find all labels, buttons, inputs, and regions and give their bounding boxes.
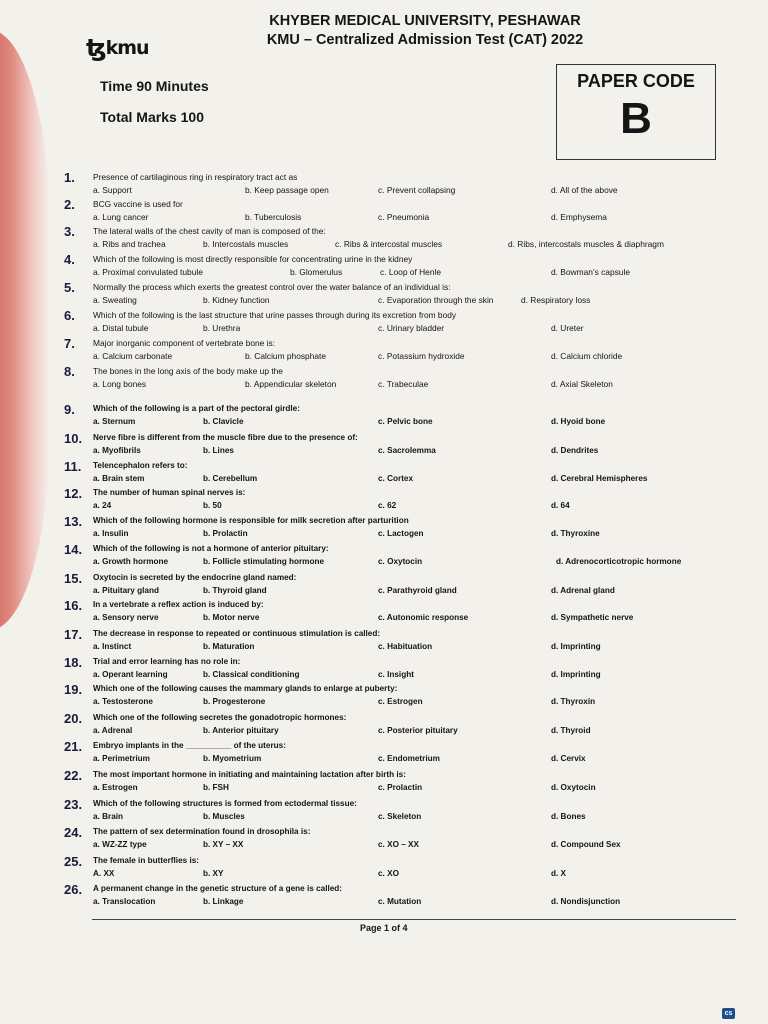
paper-code-label: PAPER CODE (577, 71, 695, 91)
page-number: Page 1 of 4 (360, 923, 408, 933)
question-number: 17. (64, 627, 83, 642)
question-text: Which of the following structures is formed from ectodermal tissue: (93, 799, 357, 808)
question-text: Major inorganic component of vertebrate bone is: (93, 338, 276, 348)
answer-option: b. 50 (203, 501, 222, 510)
question-text: The female in butterflies is: (93, 856, 200, 865)
answer-option: a. Sensory nerve (93, 613, 159, 622)
answer-option: c. Trabeculae (378, 379, 429, 389)
answer-option: a. Estrogen (93, 783, 138, 792)
question-text: Normally the process which exerts the greatest control over the water balance of an individual is: (93, 282, 451, 292)
question-item (0, 770, 768, 800)
question-text: The number of human spinal nerves is: (93, 488, 246, 497)
paper-code-box (556, 64, 716, 160)
answer-option: c. Cortex (378, 474, 414, 483)
answer-option: a. Long bones (93, 379, 147, 389)
header-title (235, 12, 615, 50)
answer-option: a. Instinct (93, 642, 132, 651)
question-number: 14. (64, 542, 83, 557)
question-item (0, 461, 768, 491)
question-item (0, 713, 768, 743)
answer-option: a. Pituitary gland (93, 586, 159, 595)
question-number: 11. (64, 459, 82, 474)
answer-option: c. 62 (378, 501, 397, 510)
question-text: Which of the following is not a hormone of anterior pituitary: (93, 544, 329, 553)
answer-option: d. Dendrites (551, 446, 599, 455)
answer-option: d. Axial Skeleton (551, 379, 613, 389)
university-name: KHYBER MEDICAL UNIVERSITY, PESHAWAR (269, 13, 581, 29)
question-text: Embryo implants in the __________ of the uterus: (93, 741, 286, 750)
answer-option: a. 24 (93, 501, 112, 510)
answer-option: d. 64 (551, 501, 570, 510)
answer-option: d. Bones (551, 812, 586, 821)
question-number: 6. (64, 308, 75, 323)
answer-option: b. Glomerulus (290, 267, 343, 277)
answer-option: a. Myofibrils (93, 446, 141, 455)
question-text: The most important hormone in initiating and maintaining lactation after birth is: (93, 770, 406, 779)
answer-option: b. Tuberculosis (245, 212, 302, 222)
question-number: 15. (64, 571, 83, 586)
question-item (0, 433, 768, 463)
answer-option: c. Endometrium (378, 754, 440, 763)
answer-option: d. Nondisjunction (551, 897, 621, 906)
answer-option: a. Sternum (93, 417, 136, 426)
question-number: 23. (64, 797, 83, 812)
answer-option: b. XY (203, 869, 224, 878)
question-item (0, 172, 768, 202)
answer-option: d. X (551, 869, 567, 878)
answer-option: b. Muscles (203, 812, 245, 821)
answer-option: b. Clavicle (203, 417, 244, 426)
question-item (0, 338, 768, 368)
marks-label: Total Marks 100 (100, 109, 205, 125)
answer-option: c. Sacrolemma (378, 446, 436, 455)
question-number: 10. (64, 431, 83, 446)
answer-option: b. Anterior pituitary (203, 726, 279, 735)
question-text: The decrease in response to repeated or continuous stimulation is called: (93, 629, 381, 638)
answer-option: d. Calcium chloride (551, 351, 623, 361)
question-item (0, 573, 768, 603)
answer-option: a. Brain (93, 812, 124, 821)
question-text: Presence of cartilaginous ring in respiratory tract act as (93, 172, 298, 182)
answer-option: b. Lines (203, 446, 234, 455)
answer-option: c. XO – XX (378, 840, 419, 849)
answer-option: c. Oxytocin (378, 557, 423, 566)
answer-option: b. Thyroid gland (203, 586, 267, 595)
answer-option: c. Autonomic response (378, 613, 469, 622)
answer-option: a. Proximal convulated tubule (93, 267, 203, 277)
question-number: 4. (64, 252, 75, 267)
question-text: Oxytocin is secreted by the endocrine gland named: (93, 573, 297, 582)
question-item (0, 282, 768, 312)
answer-option: b. FSH (203, 783, 229, 792)
question-item (0, 657, 768, 687)
answer-option: a. Support (93, 185, 132, 195)
answer-option: d. Compound Sex (551, 840, 621, 849)
question-item (0, 884, 768, 914)
answer-option: c. Pelvic bone (378, 417, 433, 426)
answer-option: b. Kidney function (203, 295, 270, 305)
answer-option: b. Maturation (203, 642, 255, 651)
answer-option: c. Loop of Henle (380, 267, 441, 277)
answer-option: b. Prolactin (203, 529, 248, 538)
answer-option: b. Keep passage open (245, 185, 329, 195)
question-number: 16. (64, 598, 83, 613)
answer-option: c. Urinary bladder (378, 323, 445, 333)
question-item (0, 629, 768, 659)
question-text: Which of the following is most directly responsible for concentrating urine in the kidney (93, 254, 413, 264)
answer-option: d. Cervix (551, 754, 586, 763)
question-item (0, 488, 768, 518)
answer-option: d. Respiratory loss (521, 295, 591, 305)
question-item (0, 544, 768, 574)
answer-option: c. Insight (378, 670, 414, 679)
question-text: Which of the following is a part of the pectoral girdle: (93, 404, 300, 413)
answer-option: b. Follicle stimulating hormone (203, 557, 325, 566)
answer-option: d. Thyroid (551, 726, 591, 735)
question-number: 19. (64, 682, 83, 697)
question-item (0, 600, 768, 630)
answer-option: A. XX (93, 869, 115, 878)
question-number: 21. (64, 739, 83, 754)
question-text: Trial and error learning has no role in: (93, 657, 241, 666)
answer-option: a. Calcium carbonate (93, 351, 173, 361)
answer-option: c. Prolactin (378, 783, 423, 792)
answer-option: a. WZ-ZZ type (93, 840, 147, 849)
answer-option: d. Cerebral Hemispheres (551, 474, 648, 483)
answer-option: d. Sympathetic nerve (551, 613, 634, 622)
question-item (0, 856, 768, 886)
answer-option: b. Progesterone (203, 697, 266, 706)
question-text: A permanent change in the genetic structure of a gene is called: (93, 884, 343, 893)
answer-option: c. Estrogen (378, 697, 423, 706)
answer-option: a. Growth hormone (93, 557, 169, 566)
answer-option: d. Bowman’s capsule (551, 267, 630, 277)
kmu-logo: ꜩkmu (86, 34, 149, 62)
answer-option: b. Appendicular skeleton (245, 379, 337, 389)
answer-option: a. Sweating (93, 295, 137, 305)
question-item (0, 226, 768, 256)
answer-option: c. Skeleton (378, 812, 422, 821)
question-text: Which of the following hormone is responsible for milk secretion after parturition (93, 516, 409, 525)
question-item (0, 254, 768, 284)
answer-option: d. Imprinting (551, 642, 601, 651)
answer-option: a. Ribs and trachea (93, 239, 166, 249)
question-number: 2. (64, 197, 75, 212)
question-text: Nerve fibre is different from the muscle fibre due to the presence of: (93, 433, 358, 442)
answer-option: d. Ribs, intercostals muscles & diaphragm (508, 239, 664, 249)
question-number: 18. (64, 655, 83, 670)
answer-option: d. Adrenal gland (551, 586, 615, 595)
question-number: 26. (64, 882, 83, 897)
answer-option: d. Ureter (551, 323, 584, 333)
answer-option: d. Oxytocin (551, 783, 596, 792)
answer-option: d. Thyroxine (551, 529, 600, 538)
question-item (0, 310, 768, 340)
answer-option: c. Habituation (378, 642, 433, 651)
question-number: 1. (64, 170, 75, 185)
question-number: 7. (64, 336, 75, 351)
question-text: The pattern of sex determination found in drosophila is: (93, 827, 311, 836)
question-item (0, 827, 768, 857)
answer-option: d. Imprinting (551, 670, 601, 679)
answer-option: b. Calcium phosphate (245, 351, 327, 361)
answer-option: d. All of the above (551, 185, 618, 195)
question-number: 20. (64, 711, 83, 726)
question-item (0, 516, 768, 546)
question-text: Which one of the following secretes the gonadotropic hormones: (93, 713, 347, 722)
answer-option: c. Ribs & intercostal muscles (335, 239, 443, 249)
paper-code: B (620, 94, 652, 143)
question-number: 24. (64, 825, 83, 840)
test-name: KMU – Centralized Admission Test (CAT) 2022 (266, 32, 584, 48)
question-item (0, 199, 768, 229)
question-number: 25. (64, 854, 83, 869)
answer-option: a. Perimetrium (93, 754, 150, 763)
scanner-badge: cs (722, 1008, 735, 1019)
question-text: Telencephalon refers to: (93, 461, 188, 470)
answer-option: c. Posterior pituitary (378, 726, 458, 735)
question-item (0, 741, 768, 771)
answer-option: a. Operant learning (93, 670, 168, 679)
answer-option: b. Intercostals muscles (203, 239, 289, 249)
answer-option: d. Adrenocorticotropic hormone (556, 557, 682, 566)
answer-option: c. XO (378, 869, 399, 878)
answer-option: c. Evaporation through the skin (378, 295, 494, 305)
question-text: Which one of the following causes the mammary glands to enlarge at puberty: (93, 684, 398, 693)
answer-option: c. Prevent collapsing (378, 185, 456, 195)
answer-option: a. Adrenal (93, 726, 133, 735)
time-label: Time 90 Minutes (100, 78, 209, 94)
answer-option: c. Lactogen (378, 529, 424, 538)
question-text: In a vertebrate a reflex action is induced by: (93, 600, 264, 609)
question-text: BCG vaccine is used for (93, 199, 183, 209)
answer-option: b. Myometrium (203, 754, 262, 763)
answer-option: a. Translocation (93, 897, 156, 906)
question-item (0, 684, 768, 714)
answer-option: c. Parathyroid gland (378, 586, 457, 595)
question-number: 8. (64, 364, 75, 379)
question-number: 12. (64, 486, 83, 501)
answer-option: d. Emphysema (551, 212, 607, 222)
answer-option: b. Motor nerve (203, 613, 260, 622)
question-text: Which of the following is the last structure that urine passes through during its excretion from body (93, 310, 457, 320)
question-number: 13. (64, 514, 83, 529)
answer-option: a. Distal tubule (93, 323, 149, 333)
answer-option: d. Thyroxin (551, 697, 596, 706)
answer-option: c. Potassium hydroxide (378, 351, 465, 361)
answer-option: c. Pneumonia (378, 212, 430, 222)
answer-option: a. Testosterone (93, 697, 153, 706)
answer-option: a. Brain stem (93, 474, 145, 483)
question-number: 5. (64, 280, 75, 295)
question-item (0, 799, 768, 829)
question-item (0, 404, 768, 434)
question-text: The lateral walls of the chest cavity of man is composed of the: (93, 226, 326, 236)
answer-option: b. Urethra (203, 323, 241, 333)
answer-option: c. Mutation (378, 897, 422, 906)
answer-option: a. Lung cancer (93, 212, 149, 222)
question-number: 9. (64, 402, 75, 417)
question-item (0, 366, 768, 396)
answer-option: b. Cerebellum (203, 474, 258, 483)
answer-option: b. Linkage (203, 897, 244, 906)
answer-option: b. Classical conditioning (203, 670, 300, 679)
answer-option: b. XY – XX (203, 840, 244, 849)
footer-divider (92, 919, 736, 920)
answer-option: a. Insulin (93, 529, 129, 538)
answer-option: d. Hyoid bone (551, 417, 606, 426)
question-number: 22. (64, 768, 83, 783)
question-number: 3. (64, 224, 75, 239)
question-text: The bones in the long axis of the body make up the (93, 366, 283, 376)
